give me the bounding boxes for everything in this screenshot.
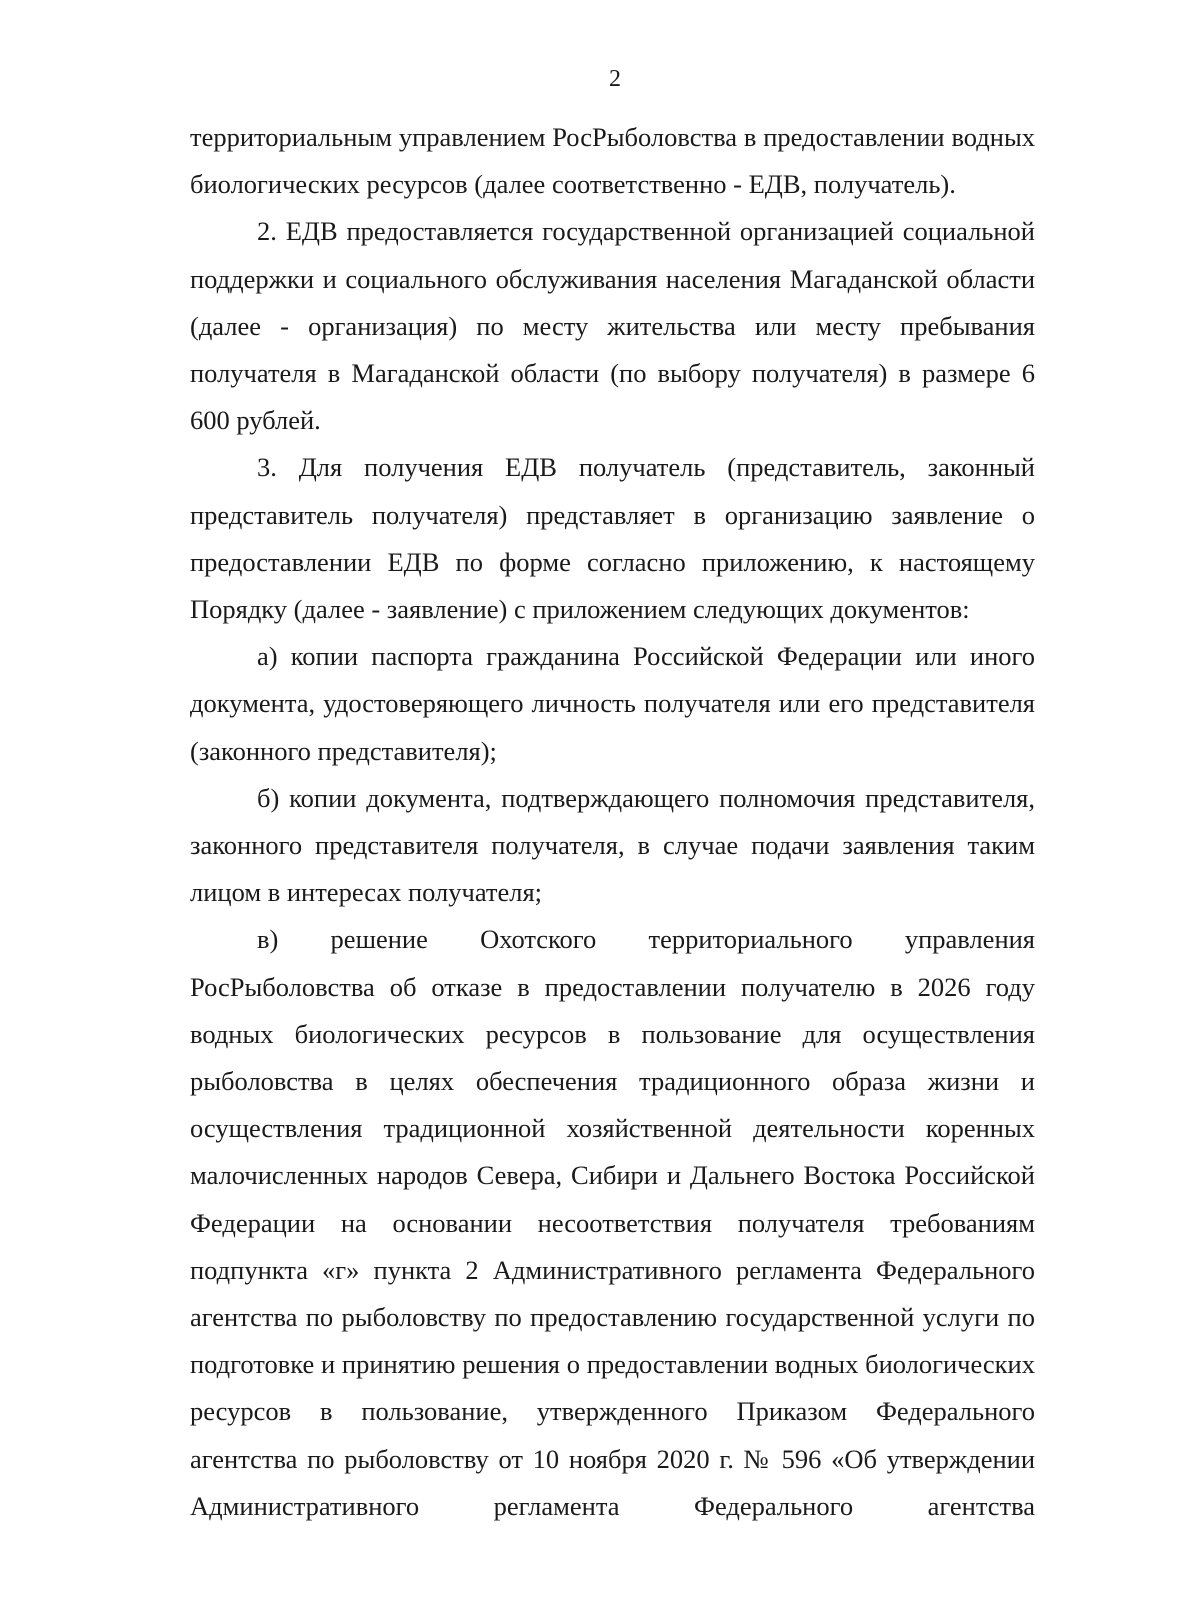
subparagraph-b: б) копии документа, подтверждающего полномочия представителя, законного представителя получателя, в случае подачи заявления таким лицом в интересах получателя; [190, 782, 1035, 908]
paragraph-continuation: территориальным управлением РосРыболовства в предоставлении водных биологических ресурсов (далее соответственно - ЕДВ, получатель). [190, 122, 1035, 200]
document-body [190, 114, 1035, 1530]
subparagraph-v: в) решение Охотского территориального управления РосРыболовства об отказе в предоставлении получателю в 2026 году водных биологических ресурсов в пользование для осуществления рыболовства в целях обеспечения традиционного образа жизни и осуществления традиционной хозяйственной деятельности коренных малочисленных народов Севера, Сибири и Дальнего Востока Российской Федерации на основании несоответствия получателя требованиям подпункта «г» пункта 2 Административного регламента Федерального агентства по рыболовству по предоставлению государственной услуги по подготовке и принятию решения о предоставлении водных биологических ресурсов в пользование, утвержденного Приказом Федерального агентства по рыболовству от 10 ноября 2020 г. № 596 «Об утверждении Административного регламента Федерального агентства [190, 924, 1035, 1521]
page-number: 2 [609, 66, 621, 92]
paragraph-item-3: 3. Для получения ЕДВ получатель (представитель, законный представитель получателя) представляет в организацию заявление о предоставлении ЕДВ по форме согласно приложению, к настоящему Порядку (далее - заявление) с приложением следующих документов: [190, 452, 1035, 625]
paragraph-item-2: 2. ЕДВ предоставляется государственной организацией социальной поддержки и социального обслуживания населения Магаданской области (далее - организация) по месту жительства или месту пребывания получателя в Магаданской области (по выбору получателя) в размере 6 600 рублей. [190, 216, 1035, 436]
subparagraph-a: а) копии паспорта гражданина Российской Федерации или иного документа, удостоверяющего личность получателя или его представителя (законного представителя); [190, 641, 1035, 766]
